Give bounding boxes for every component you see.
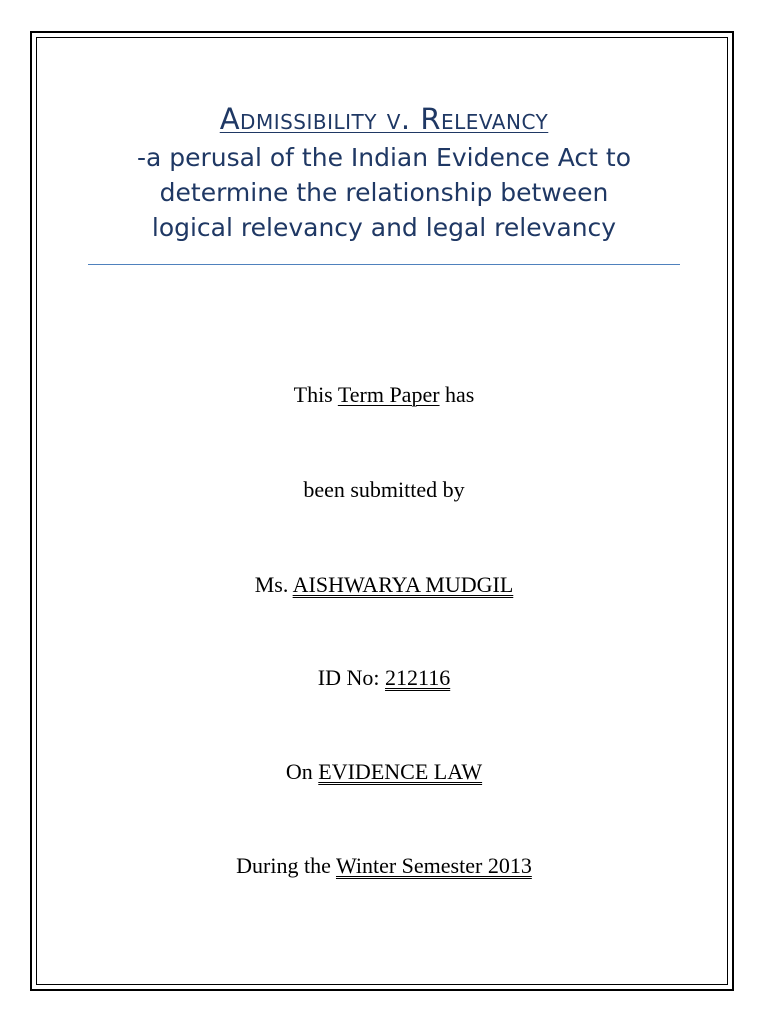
submitted-by-line <box>88 477 680 503</box>
document-subtitle-line-2: determine the relationship between <box>159 178 609 207</box>
paper-type-line <box>88 382 680 408</box>
author-prefix: Ms. <box>254 572 293 597</box>
paper-type: Term Paper <box>337 382 440 407</box>
title-block <box>88 96 680 247</box>
subject-name: EVIDENCE LAW <box>318 759 483 784</box>
author-line <box>88 572 680 598</box>
id-prefix: ID No: <box>317 665 386 690</box>
document-title: Admissibility v. Relevancy <box>219 102 549 136</box>
document-subtitle-line-1: -a perusal of the Indian Evidence Act to <box>136 143 632 172</box>
paper-type-prefix: This <box>293 382 338 407</box>
subject-prefix: On <box>285 759 319 784</box>
title-divider <box>88 264 680 265</box>
id-line <box>88 665 680 691</box>
id-number: 212116 <box>385 665 451 690</box>
author-name: AISHWARYA MUDGIL <box>292 572 514 597</box>
document-subtitle-line-3: logical relevancy and legal relevancy <box>151 213 617 242</box>
semester-name: Winter Semester 2013 <box>335 853 532 878</box>
submitted-by-text: been submitted by <box>303 477 465 502</box>
semester-line <box>88 853 680 879</box>
paper-type-suffix: has <box>439 382 475 407</box>
subject-line <box>88 759 680 785</box>
semester-prefix: During the <box>236 853 336 878</box>
